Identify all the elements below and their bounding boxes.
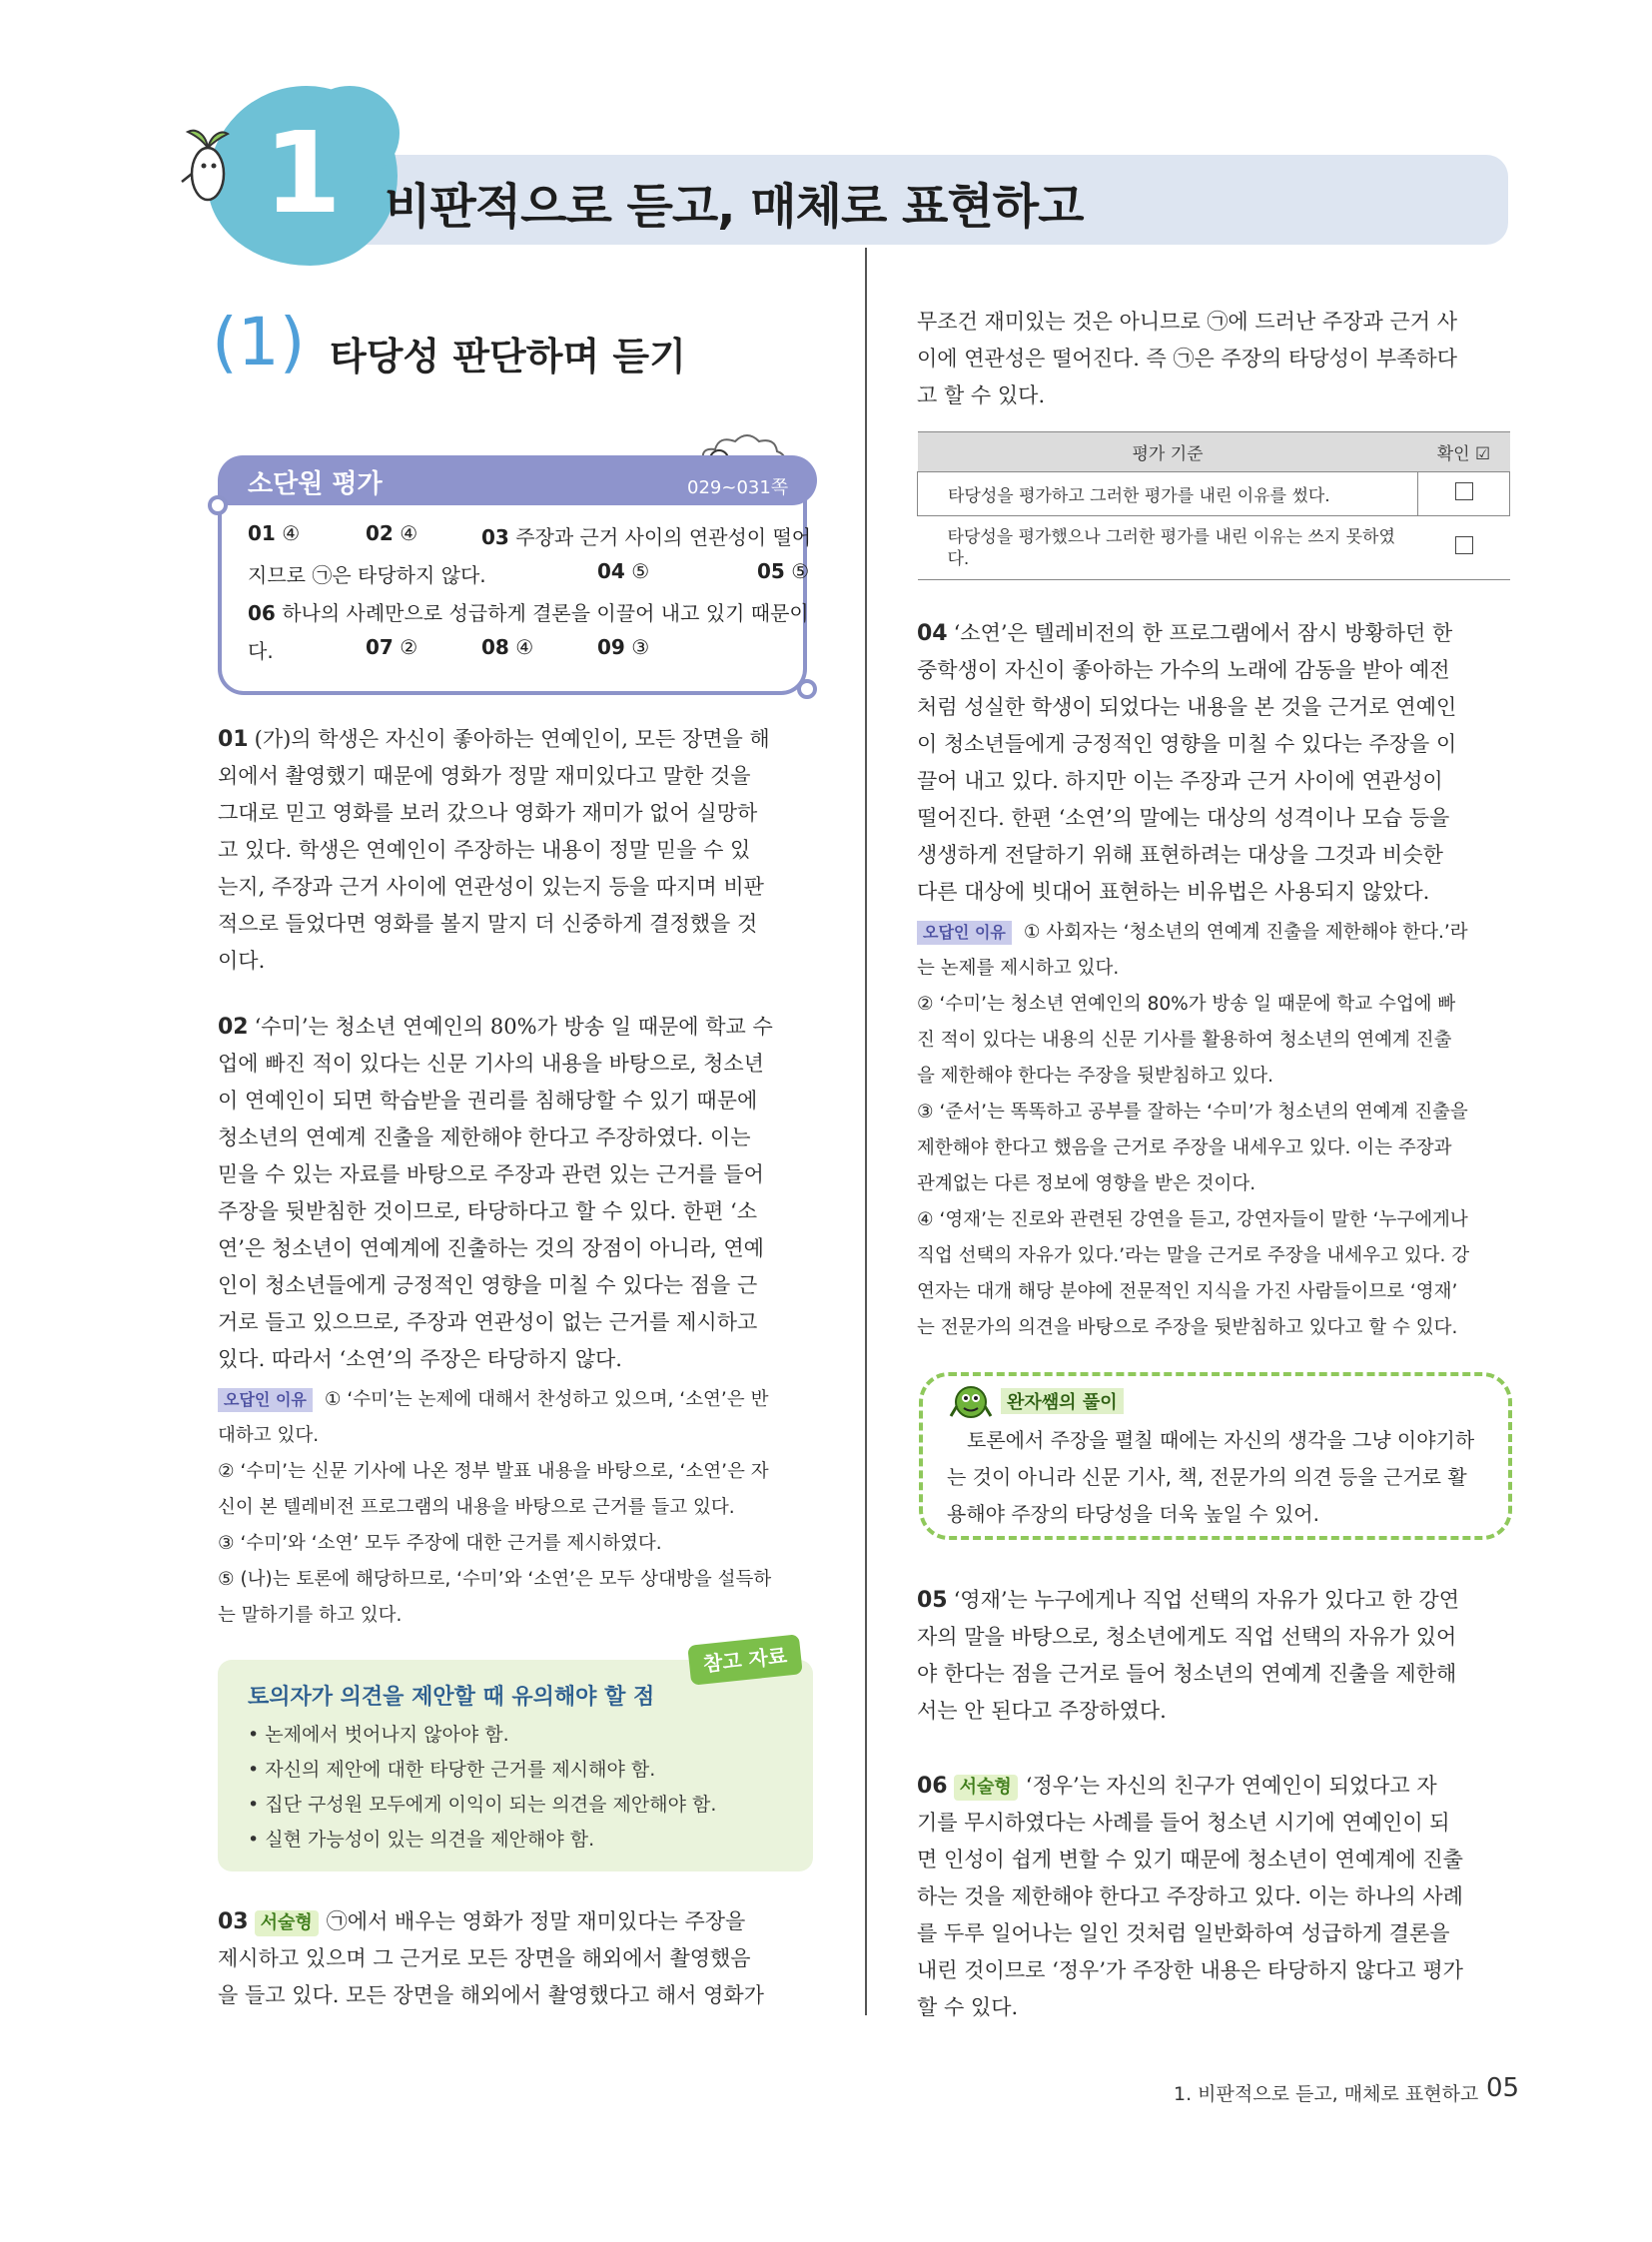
answer-item: 07 ② (366, 635, 418, 659)
question-05-explanation: 05 ‘영재’는 누구에게나 직업 선택의 자유가 있다고 한 강연 자의 말을 바탕으로, 청소년에게도 직업 선택의 자유가 있어 야 한다는 점을 근거로 들어 청소년의 연예계 진출을 제한해 서는 안 된다고 주장하였다. (917, 1588, 1459, 1723)
reference-title: 토의자가 의견을 제안할 때 유의해야 할 점 (248, 1685, 655, 1710)
reference-tag: 참고 자료 (687, 1634, 803, 1685)
answer-item: 다. (248, 639, 274, 663)
table-row: 타당성을 평가하고 그러한 평가를 내린 이유를 썼다. (918, 472, 1510, 516)
reference-item: • 논제에서 벗어나지 않아야 함. (248, 1724, 509, 1746)
question-02-explanation: 02 ‘수미’는 청소년 연예인의 80%가 방송 일 때문에 학교 수 업에 빠진 적이 있다는 신문 기사의 내용을 바탕으로, 청소년 이 연예인이 되면 학습받을 권리를 침해당할 수 있기 때문에 청소년의 연예계 진출을 제한해야 한다고 주장하였다. 이는 믿을 수 있는 자료를 바탕으로 주장과 관련 있는 근거를 들어 주장을 뒷받침한 것이므로, 타당하다고 할 수 있다. 한편 ‘소 연’은 청소년이 연예계에 진출하는 것의 장점이 아니라, 연예 인이 청소년들에게 긍정적인 영향을 미칠 수 있다는 점을 근 거로 들고 있으므로, 주장과 연관성이 없는 근거를 제시하고 있다. 따라서 ‘소연’의 주장은 타당하지 않다. (218, 1015, 773, 1371)
answer-item: 01 ④ (248, 521, 301, 545)
evaluation-table (917, 431, 1510, 580)
answer-item: 09 ③ (597, 635, 650, 659)
column-divider (865, 248, 867, 2015)
reference-item: • 실현 가능성이 있는 의견을 제안해야 함. (248, 1829, 595, 1851)
tip-text: 토론에서 주장을 펼칠 때에는 자신의 생각을 그냥 이야기하 는 것이 아니라 신문 기사, 책, 전문가의 의견 등을 근거로 활 용해야 주장의 타당성을 더욱 높일 수 있어. (947, 1428, 1475, 1526)
question-03-explanation: 03 서술형 ㉠에서 배우는 영화가 정말 재미있다는 주장을 제시하고 있으며 그 근거로 모든 장면을 해외에서 촬영했음 을 들고 있다. 모든 장면을 해외에서 촬영했다고 해서 영화가 (218, 1909, 764, 2007)
answer-item: 지므로 ㉠은 타당하지 않다. (248, 563, 486, 587)
wrong-reason-badge: 오답인 이유 (917, 921, 1012, 945)
checkbox[interactable] (1455, 482, 1473, 500)
section-number: (1) (212, 304, 306, 380)
reference-item: • 집단 구성원 모두에게 이익이 되는 의견을 제안해야 함. (248, 1794, 717, 1816)
alien-mascot-icon (949, 1380, 993, 1422)
tip-title: 완자쌤의 풀이 (1001, 1388, 1124, 1414)
answer-item: 06 하나의 사례만으로 성급하게 결론을 이끌어 내고 있기 때문이 (248, 601, 809, 625)
chapter-number: 1 (264, 109, 342, 239)
question-04-explanation: 04 ‘소연’은 텔레비전의 한 프로그램에서 잠시 방황하던 한 중학생이 자신이 좋아하는 가수의 노래에 감동을 받아 예전 처럼 성실한 학생이 되었다는 내용을 본 것을 근거로 연예인 이 청소년들에게 긍정적인 영향을 미칠 수 있다는 주장을 이 끌어 내고 있다. 하지만 이는 주장과 근거 사이에 연관성이 떨어진다. 한편 ‘소연’의 말에는 대상의 성격이나 모습 등을 생생하게 전달하기 위해 표현하려는 대상을 그것과 비슷한 다른 대상에 빗대어 표현하는 비유법은 사용되지 않았다. (917, 621, 1457, 904)
table-header-check: 확인 ☑ (1418, 432, 1510, 472)
table-header-criteria: 평가 기준 (918, 432, 1418, 472)
answer-item: 04 ⑤ (597, 559, 650, 583)
question-01-explanation: 01 (가)의 학생은 자신이 좋아하는 연예인이, 모든 장면을 해 외에서 촬영했기 때문에 영화가 정말 재미있다고 말한 것을 그대로 믿고 영화를 보러 갔으나 영화가 재미가 없어 실망하 고 있다. 학생은 연예인이 주장하는 내용이 정말 믿을 수 있 는지, 주장과 근거 사이에 연관성이 있는지 등을 따지며 비판 적으로 들었다면 영화를 볼지 말지 더 신중하게 결정했을 것 이다. (218, 727, 770, 973)
answer-box-dot (208, 495, 228, 515)
footer-chapter-title: 1. 비판적으로 듣고, 매체로 표현하고 (1174, 2083, 1479, 2105)
question-06-explanation: 06 서술형 ‘정우’는 자신의 친구가 연예인이 되었다고 자 기를 무시하였다는 사례를 들어 청소년 시기에 연예인이 되 면 인성이 쉽게 변할 수 있기 때문에 청소년이 연예계에 진출 하는 것을 제한해야 한다고 주장하고 있다. 이는 하나의 사례 를 두루 일어나는 일인 것처럼 일반화하여 성급하게 결론을 내린 것이므로 ‘정우’가 주장한 내용은 타당하지 않다고 평가 할 수 있다. (917, 1774, 1463, 2019)
checkbox[interactable] (1455, 536, 1473, 554)
answer-box-dot (797, 679, 817, 699)
answer-box-pages: 029~031쪽 (687, 477, 789, 498)
answer-item: 05 ⑤ (757, 559, 810, 583)
answer-item: 02 ④ (366, 521, 418, 545)
question-04-wrong-reasons: 오답인 이유 ① 사회자는 ‘청소년의 연예계 진출을 제한해야 한다.’라 는 논제를 제시하고 있다. ② ‘수미’는 청소년 연예인의 80%가 방송 일 때문에 학교 수업에 빠 진 적이 있다는 내용의 신문 기사를 활용하여 청소년의 연예계 진출 을 제한해야 한다는 주장을 뒷받침하고 있다. ③ ‘준서’는 똑똑하고 공부를 잘하는 ‘수미’가 청소년의 연예계 진출을 제한해야 한다고 했음을 근거로 주장을 내세우고 있다. 이는 주장과 관계없는 다른 정보에 영향을 받은 것이다. ④ ‘영재’는 진로와 관련된 강연을 듣고, 강연자들이 말한 ‘누구에게나 직업 선택의 자유가 있다.’라는 말을 근거로 주장을 내세우고 있다. 강 연자는 대개 해당 분야에 전문적인 지식을 가진 사람들이므로 ‘영재’ 는 전문가의 의견을 바탕으로 주장을 뒷받침하고 있다고 할 수 있다. (917, 922, 1470, 1338)
wrong-reason-badge: 오답인 이유 (218, 1388, 313, 1412)
descriptive-badge: 서술형 (255, 1910, 319, 1936)
question-03-continued: 무조건 재미있는 것은 아니므로 ㉠에 드러난 주장과 근거 사 이에 연관성은 떨어진다. 즉 ㉠은 주장의 타당성이 부족하다 고 할 수 있다. (917, 310, 1457, 407)
section-title: 타당성 판단하며 듣기 (330, 335, 686, 378)
sprout-mascot-icon (178, 112, 236, 212)
answer-item: 03 주장과 근거 사이의 연관성이 떨어 (481, 525, 812, 549)
question-02-wrong-reasons: 오답인 이유 ① ‘수미’는 논제에 대해서 찬성하고 있으며, ‘소연’은 반 대하고 있다. ② ‘수미’는 신문 기사에 나온 정부 발표 내용을 바탕으로, ‘소연’은 자 신이 본 텔레비전 프로그램의 내용을 바탕으로 근거를 들고 있다. ③ ‘수미’와 ‘소연’ 모두 주장에 대한 근거를 제시하였다. ⑤ (나)는 토론에 해당하므로, ‘수미’와 ‘소연’은 모두 상대방을 설득하 는 말하기를 하고 있다. (218, 1389, 772, 1626)
answer-box-label: 소단원 평가 (248, 469, 383, 499)
table-row: 타당성을 평가했으나 그러한 평가를 내린 이유는 쓰지 못하였다. (918, 516, 1510, 580)
descriptive-badge: 서술형 (954, 1775, 1018, 1801)
chapter-title: 비판적으로 듣고, 매체로 표현하고 (385, 179, 1084, 235)
answer-item: 08 ④ (481, 635, 534, 659)
answer-list (248, 521, 817, 681)
page-number: 05 (1486, 2073, 1520, 2103)
reference-item: • 자신의 제안에 대한 타당한 근거를 제시해야 함. (248, 1759, 656, 1781)
